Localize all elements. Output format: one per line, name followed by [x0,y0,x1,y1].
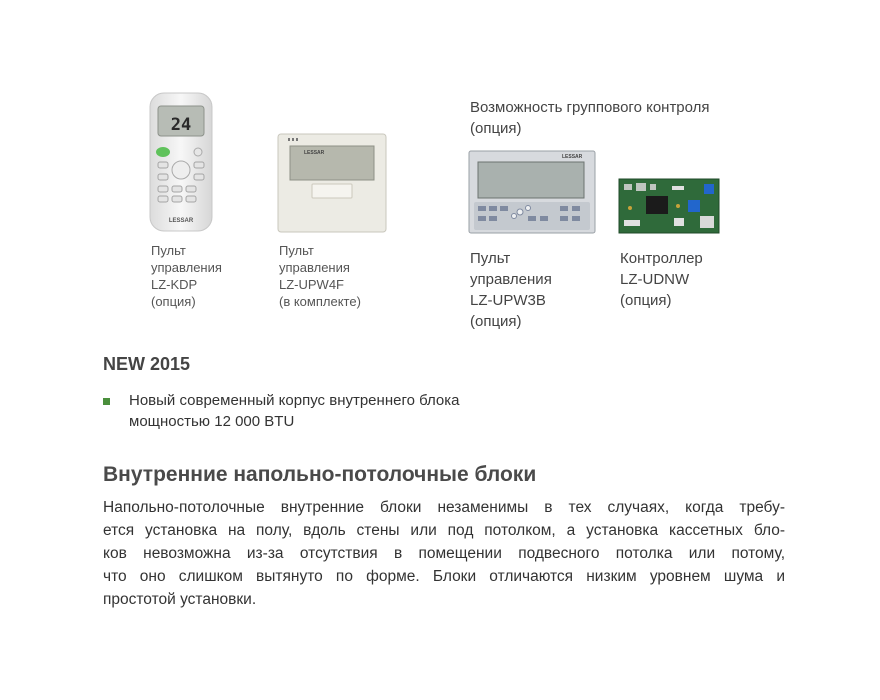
caption-upw4f: Пульт управления LZ-UPW4F (в комплекте) [279,243,361,309]
bullet-marker [103,398,110,405]
group-control-heading: Возможность группового контроля (опция) [470,99,710,137]
panel-upw4f-image [276,132,388,234]
brand-label: LESSAR [168,218,194,224]
section-title: Внутренние напольно-потолочные блоки [103,463,537,486]
remote-display: 24 [170,115,192,135]
caption-kdp: Пульт управления LZ-KDP (опция) [151,243,222,309]
svg-text:LESSAR: LESSAR [562,154,583,160]
caption-upw3b: Пульт управления LZ-UPW3B (опция) [470,250,552,330]
paragraph-line: Напольно-потолочные внутренние блоки незаменимы в тех случаях, когда требу- [103,499,785,516]
caption-udnw: Контроллер LZ-UDNW (опция) [620,250,703,309]
paragraph-line: простотой установки. [103,591,257,608]
paragraph-line: что оно слишком вытянуто по форме. Блоки отличаются низким уровнем шума и [103,568,785,585]
new-bullet-text: Новый современный корпус внутреннего блока мощностью 12 000 BTU [129,392,460,430]
svg-text:LESSAR: LESSAR [304,150,325,156]
new-2015-title: NEW 2015 [103,354,191,374]
remote-kdp-image [148,92,214,232]
controller-udnw-image [618,178,720,234]
paragraph-line: ется установка на полу, вдоль стены или под потолком, а установка кассетных бло- [103,522,785,539]
paragraph-line: ков невозможна из-за отсутствия в помещении подвесного потолка или потому, [103,545,785,562]
section-paragraph [103,496,785,611]
panel-upw3b-image [468,150,596,234]
